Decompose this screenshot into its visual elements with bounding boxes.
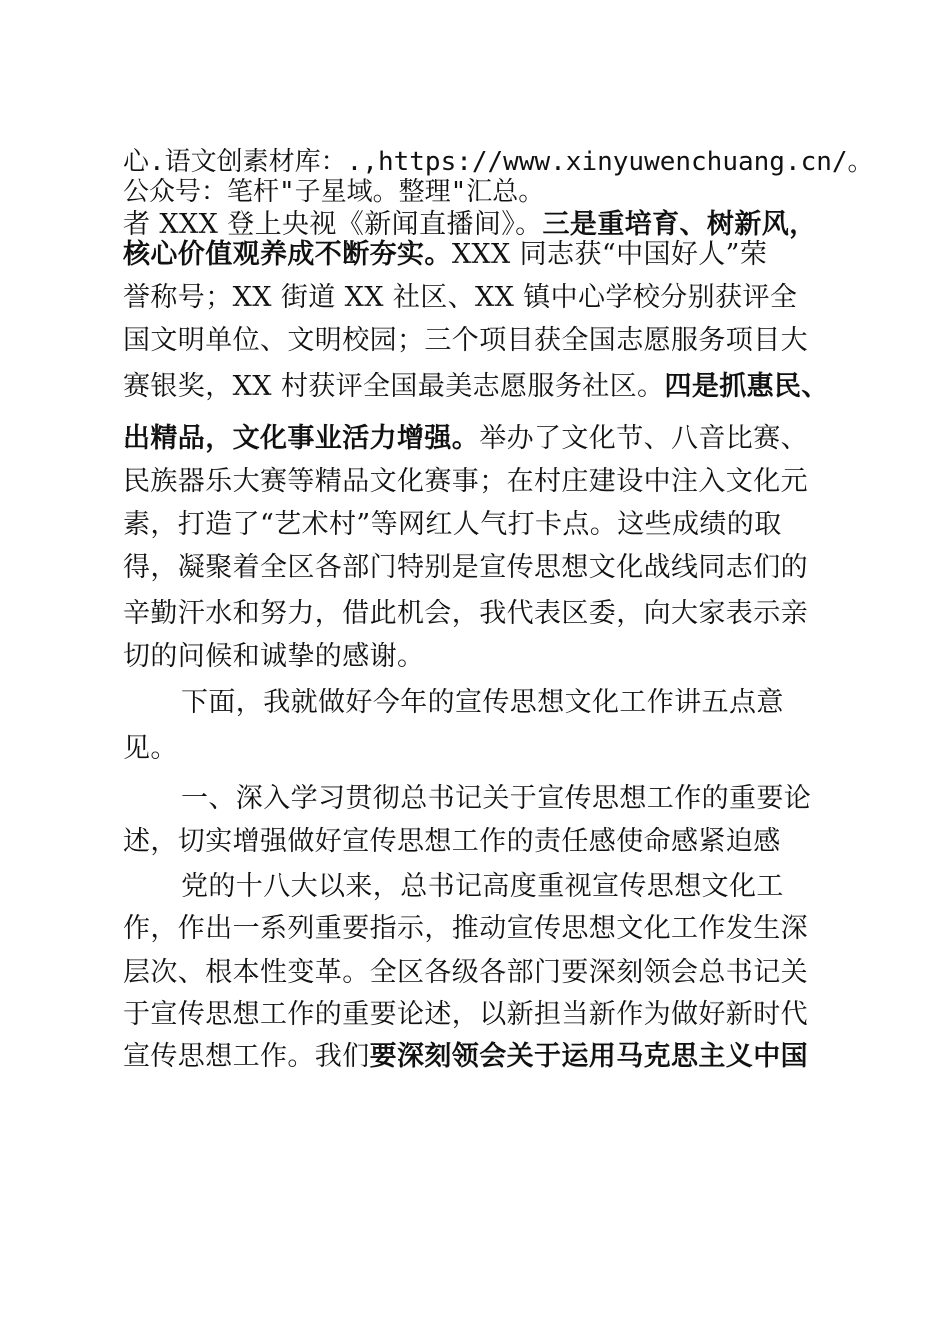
bold-text-run: 要深刻领会关于运用马克思主义中国 (369, 1041, 809, 1072)
text-line: 民族器乐大赛等精品文化赛事；在村庄建设中注入文化元 (123, 466, 808, 497)
header-watermark-line-2: 公众号：笔杆"子星域。整理"汇总。 (123, 177, 545, 207)
header-watermark-line-1: 心.语文创素材库：.,https://www.xinyuwenchuang.cn/。 (123, 147, 874, 177)
text-line: 得，凝聚着全区各部门特别是宣传思想文化战线同志们的 (123, 552, 808, 583)
text-line: 层次、根本性变革。全区各级各部门要深刻领会总书记关 (123, 957, 808, 988)
text-line: 素，打造了“艺术村”等网红人气打卡点。这些成绩的取 (123, 509, 782, 540)
text-line (123, 238, 767, 272)
text-line: 辛勤汗水和努力，借此机会，我代表区委，向大家表示亲 (123, 598, 808, 629)
bold-text-run: 四是抓惠民、 (664, 371, 829, 402)
text-run: 者 XXX 登上央视《新闻直播间》。 (123, 209, 543, 240)
text-run: 赛银奖，XX 村获评全国最美志愿服务社区。 (123, 371, 665, 402)
text-line: 切的问候和诚挚的感谢。 (123, 641, 425, 672)
section-heading-line: 述，切实增强做好宣传思想工作的责任感使命感紧迫感 (123, 826, 781, 857)
text-line: 誉称号；XX 街道 XX 社区、XX 镇中心学校分别获评全 (123, 282, 798, 313)
text-line: 国文明单位、文明校园；三个项目获全国志愿服务项目大 (123, 325, 808, 356)
bold-text-run: 核心价值观养成不断夯实。 (123, 239, 452, 270)
text-line (123, 1040, 808, 1074)
section-heading-line: 一、深入学习贯彻总书记关于宣传思想工作的重要论 (181, 783, 812, 814)
bold-text-run: 出精品，文化事业活力增强。 (123, 423, 480, 454)
bold-text-run: 三是重培育、树新风， (542, 209, 817, 240)
text-line (123, 370, 829, 404)
text-line: 于宣传思想工作的重要论述，以新担当新作为做好新时代 (123, 999, 808, 1030)
text-line: 党的十八大以来，总书记高度重视宣传思想文化工 (181, 871, 784, 902)
text-run: 宣传思想工作。我们 (123, 1041, 370, 1072)
text-line: 见。 (123, 733, 178, 764)
text-line: 作，作出一系列重要指示，推动宣传思想文化工作发生深 (123, 913, 808, 944)
text-line (123, 208, 817, 242)
text-run: XXX 同志获“中国好人”荣 (451, 239, 768, 270)
text-line: 下面，我就做好今年的宣传思想文化工作讲五点意 (181, 687, 784, 718)
text-line (123, 422, 808, 456)
text-run: 举办了文化节、八音比赛、 (479, 423, 809, 454)
